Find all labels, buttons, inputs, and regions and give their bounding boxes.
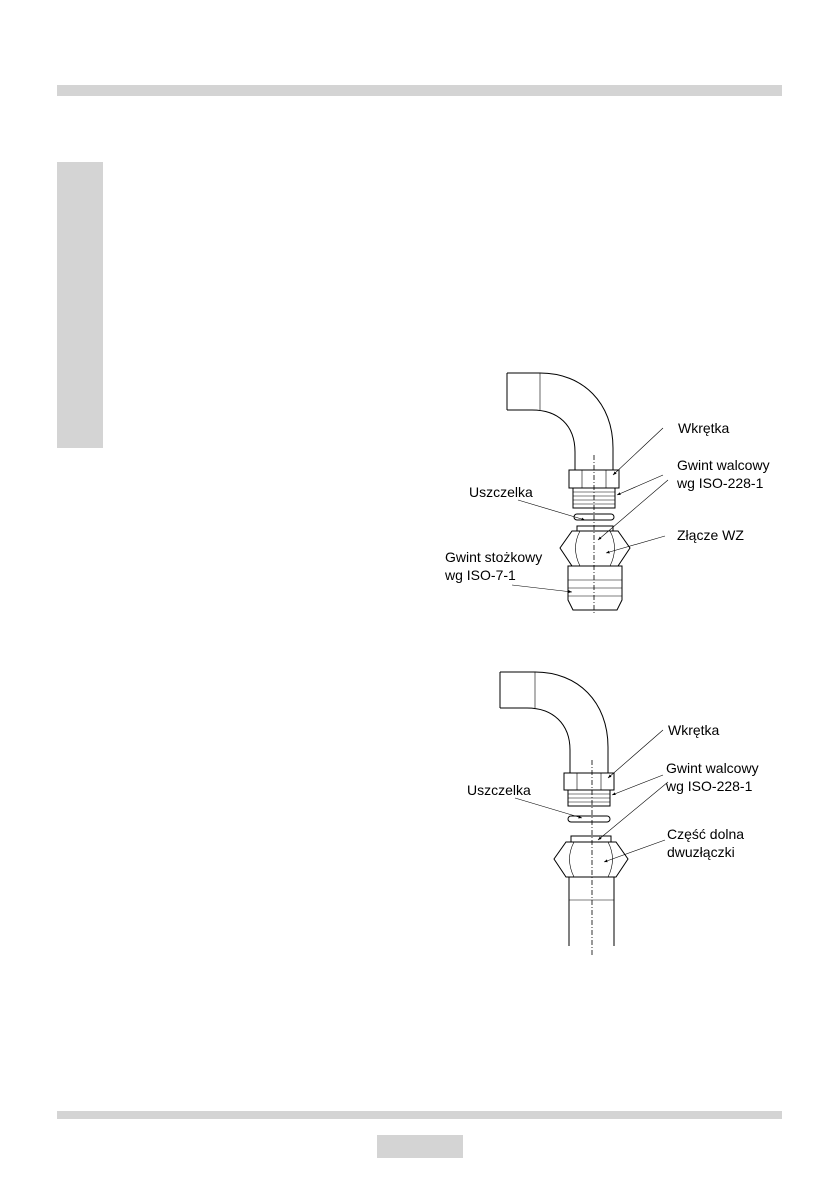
figure1-label-thread-cyl-2: wg ISO-228-1 — [677, 475, 764, 491]
figure1-label-thread-cyl-1: Gwint walcowy — [677, 457, 770, 473]
figure2-label-lower-part-2: dwuzłączki — [667, 844, 735, 860]
figure1-label-gasket: Uszczelka — [469, 484, 533, 500]
figure2-label-gasket: Uszczelka — [467, 782, 531, 798]
figure2-gasket — [568, 816, 610, 822]
page-number-tab — [377, 1135, 463, 1158]
figure2-pipe — [500, 672, 608, 773]
figure2-drawing — [500, 672, 668, 955]
figure1-label-connector: Złącze WZ — [677, 527, 744, 543]
figure2-threaded-collar — [568, 790, 610, 806]
figure2-label-thread-cyl-2: wg ISO-228-1 — [666, 778, 753, 794]
figure2-label-thread-cyl-1: Gwint walcowy — [666, 760, 759, 776]
figure2-label-lower-part-1: Część dolna — [667, 826, 745, 842]
figure2-lower-part — [554, 836, 628, 946]
figure2-label-nut: Wkrętka — [668, 722, 720, 738]
figure1-pipe — [507, 373, 613, 470]
figure1-label-nut: Wkrętka — [678, 420, 730, 436]
bottom-footer-bar — [57, 1111, 782, 1119]
figure2-nut — [564, 773, 614, 790]
figure1-label-thread-taper-1: Gwint stożkowy — [445, 549, 543, 565]
figure1-label-thread-taper-2: wg ISO-7-1 — [445, 567, 516, 583]
figure1-connector — [560, 526, 630, 610]
